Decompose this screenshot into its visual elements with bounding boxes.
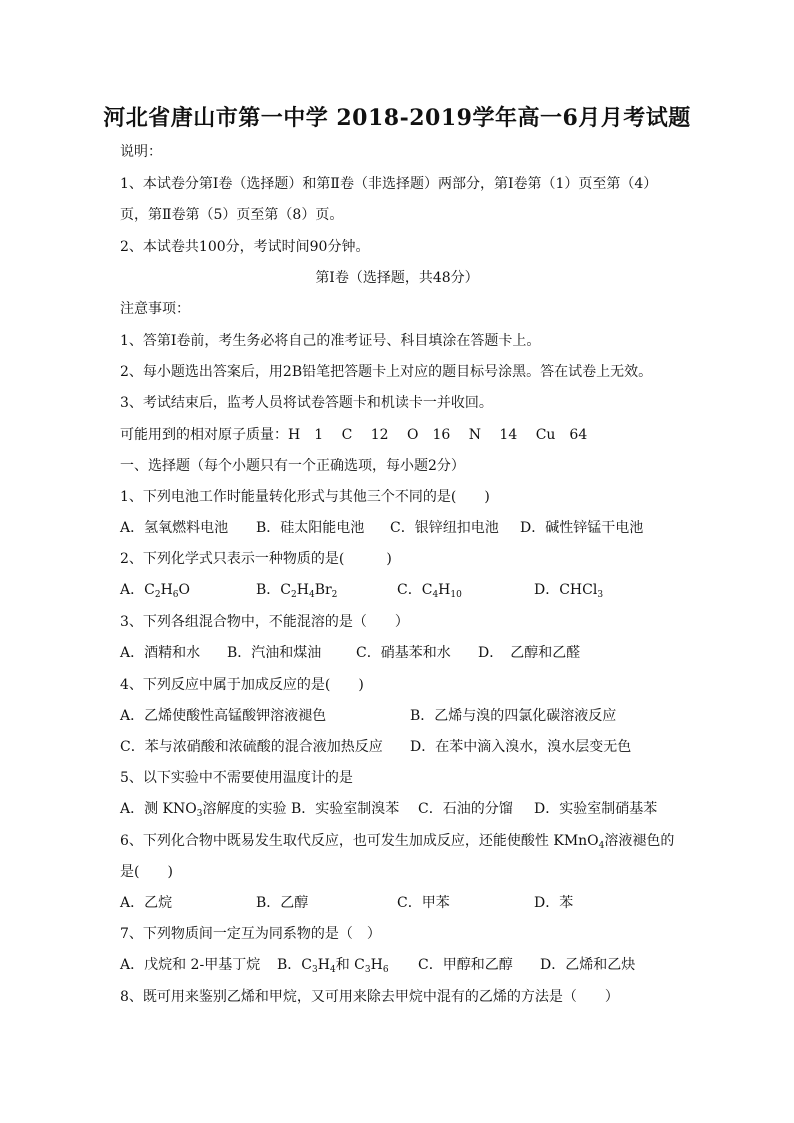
- question-stem: 2、下列化学式只表示一种物质的是( ): [120, 551, 392, 567]
- option-c: C．$C_4H_{10}$: [397, 582, 462, 600]
- question-stem-continued: 是( ): [120, 864, 173, 880]
- exam-title: 河北省唐山市第一中学 2018-2019学年高一6月月考试题: [103, 105, 691, 131]
- part-heading: 一、选择题（每个小题只有一个正确选项，每小题2分）: [120, 458, 465, 474]
- section-title: 第Ⅰ卷（选择题，共48分）: [315, 270, 479, 286]
- option-d: D．乙烯和乙炔: [540, 957, 636, 973]
- option-b: B．汽油和煤油: [227, 645, 322, 661]
- option-c: C．甲醇和乙醇: [418, 957, 513, 973]
- intro-line-2: 页，第Ⅱ卷第（5）页至第（8）页。: [120, 207, 344, 223]
- option-a: A．酒精和水: [120, 645, 201, 661]
- option-a: A．$C_2H_6O$: [120, 582, 190, 600]
- option-d: D．碱性锌锰干电池: [520, 520, 644, 536]
- intro-line-3: 2、本试卷共100分，考试时间90分钟。: [120, 239, 370, 255]
- question-stem: 8、既可用来鉴别乙烯和甲烷，又可用来除去甲烷中混有的乙烯的方法是（ ）: [120, 989, 619, 1005]
- option-d: D． 乙醇和乙醛: [478, 645, 581, 661]
- option-c: C．甲苯: [397, 895, 450, 911]
- intro-line-1: 1、本试卷分第Ⅰ卷（选择题）和第Ⅱ卷（非选择题）两部分，第Ⅰ卷第（1）页至第（4）: [120, 176, 658, 192]
- option-b: B．$C_3H_4$和 $C_3H_6$: [277, 957, 389, 975]
- option-a: A．戊烷和 2-甲基丁烷: [120, 957, 261, 973]
- option-c: C．石油的分馏: [418, 801, 513, 817]
- option-b: B．硅太阳能电池: [256, 520, 365, 536]
- option-c: C．硝基苯和水: [356, 645, 451, 661]
- option-a: A．氢氧燃料电池: [120, 520, 229, 536]
- note-item: 1、答第Ⅰ卷前，考生务必将自己的准考证号、科目填涂在答题卡上。: [120, 333, 541, 349]
- question-stem: 4、下列反应中属于加成反应的是( ): [120, 677, 364, 693]
- note-item: 3、考试结束后，监考人员将试卷答题卡和机读卡一并收回。: [120, 395, 493, 411]
- option-d: D．在苯中滴入溴水，溴水层变无色: [410, 739, 632, 755]
- intro-heading: 说明：: [120, 144, 162, 160]
- option-a: A．乙烷: [120, 895, 173, 911]
- option-b: B．实验室制溴苯: [291, 801, 400, 817]
- question-stem: 1、下列电池工作时能量转化形式与其他三个不同的是( ): [120, 489, 490, 505]
- notes-heading: 注意事项：: [120, 301, 190, 317]
- note-item: 2、每小题选出答案后，用2B铅笔把答题卡上对应的题目标号涂黑。答在试卷上无效。: [120, 364, 653, 380]
- option-c: C．苯与浓硝酸和浓硫酸的混合液加热反应: [120, 739, 383, 755]
- option-a: A．乙烯使酸性高锰酸钾溶液褪色: [120, 708, 327, 724]
- option-a: A．测 $KNO_3$溶解度的实验: [120, 801, 287, 819]
- option-c: C．银锌纽扣电池: [390, 520, 499, 536]
- question-stem: 7、下列物质间一定互为同系物的是（ ）: [120, 926, 381, 942]
- option-d: D．苯: [534, 895, 574, 911]
- option-b: B．$C_2H_4Br_2$: [256, 582, 338, 600]
- option-b: B．乙醇: [256, 895, 309, 911]
- option-b: B．乙烯与溴的四氯化碳溶液反应: [410, 708, 617, 724]
- option-d: D．CHCl$_3$: [534, 582, 604, 600]
- atomic-mass-line: 可能用到的相对原子质量：H 1 C 12 O 16 N 14 Cu 64: [120, 427, 588, 443]
- question-stem: 5、以下实验中不需要使用温度计的是: [120, 770, 353, 786]
- question-stem: 6、下列化合物中既易发生取代反应，也可发生加成反应，还能使酸性 KMnO$_4$溶液褪色的: [120, 833, 675, 851]
- question-stem: 3、下列各组混合物中，不能混溶的是（ ）: [120, 614, 409, 630]
- option-d: D．实验室制硝基苯: [534, 801, 658, 817]
